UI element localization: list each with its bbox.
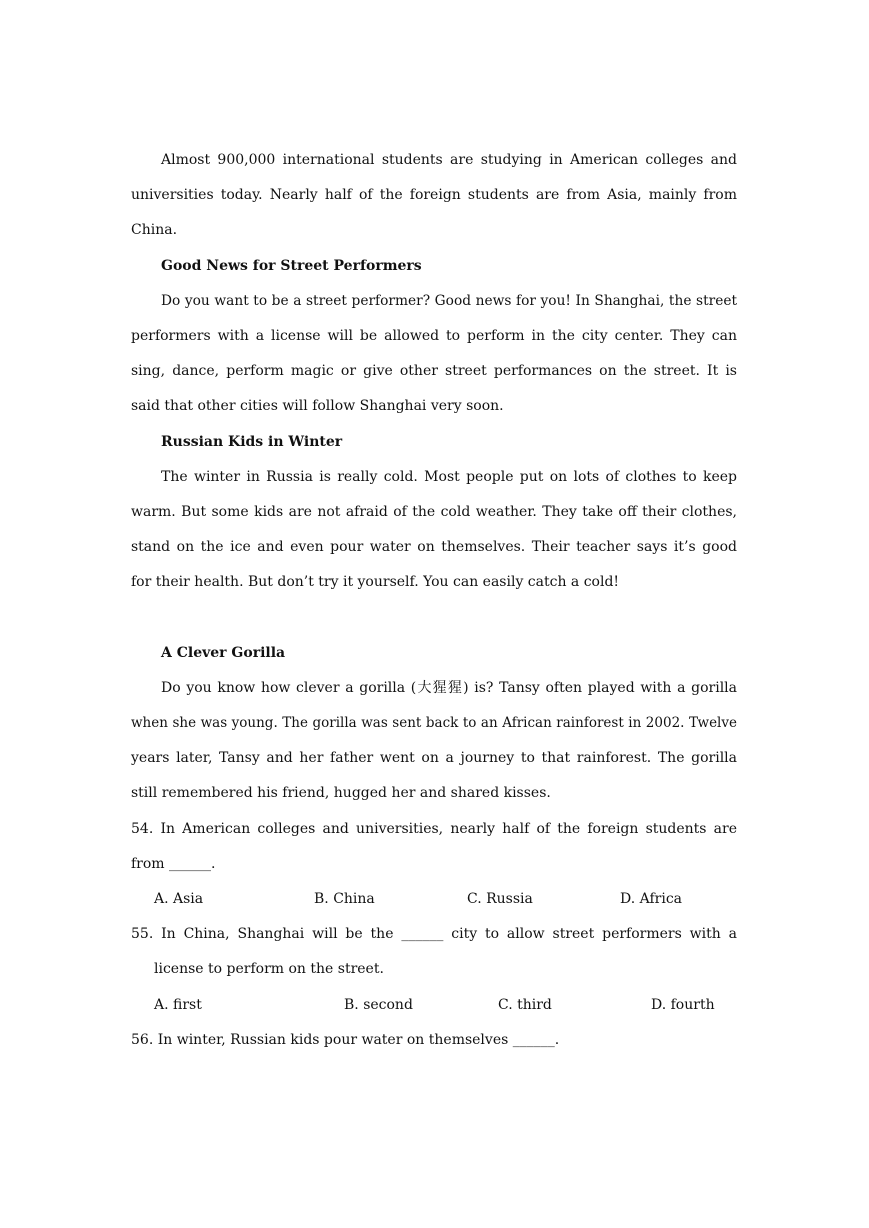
passage-line: stand on the ice and even pour water on themselves. Their teacher says it’s good: [131, 539, 737, 556]
passage-line: said that other cities will follow Shanghai very soon.: [131, 398, 504, 415]
question-54-option-c: C. Russia: [467, 890, 533, 907]
question-55-option-b: B. second: [344, 996, 413, 1013]
passage-intro-line: China.: [131, 222, 178, 239]
passage-intro-line: Almost 900,000 international students are studying in American colleges and: [161, 152, 737, 168]
passage-line: warm. But some kids are not afraid of the cold weather. They take off their clothes,: [131, 503, 737, 520]
section-heading-street-performers: Good News for Street Performers: [161, 257, 422, 274]
passage-line: for their health. But don’t try it yourself. You can easily catch a cold!: [131, 574, 620, 591]
section-heading-clever-gorilla: A Clever Gorilla: [161, 644, 286, 661]
question-54-stem: from ______.: [131, 855, 216, 872]
question-55-option-a: A. first: [154, 996, 202, 1013]
question-55-stem: 55. In China, Shanghai will be the ______ city to allow street performers with a: [131, 926, 737, 943]
passage-line: Do you want to be a street performer? Good news for you! In Shanghai, the street: [161, 292, 737, 309]
question-54-option-b: B. China: [314, 890, 375, 907]
question-54-option-d: D. Africa: [620, 890, 683, 907]
passage-intro-line: universities today. Nearly half of the foreign students are from Asia, mainly from: [131, 187, 737, 204]
question-55-option-c: C. third: [498, 996, 552, 1013]
section-heading-russian-kids: Russian Kids in Winter: [161, 433, 343, 450]
question-54-stem: 54. In American colleges and universities, nearly half of the foreign students are: [131, 820, 737, 837]
passage-line: Do you know how clever a gorilla (大猩猩) is? Tansy often played with a gorilla: [161, 679, 737, 696]
passage-line: The winter in Russia is really cold. Most people put on lots of clothes to keep: [161, 468, 737, 485]
question-55-options: [131, 988, 737, 1023]
section-spacer: [131, 600, 737, 635]
question-56-stem: 56. In winter, Russian kids pour water on themselves ______.: [131, 1031, 560, 1048]
document-page: [131, 143, 737, 1058]
passage-line: still remembered his friend, hugged her and shared kisses.: [131, 785, 551, 802]
passage-line: sing, dance, perform magic or give other street performances on the street. It is: [131, 363, 737, 380]
question-54-options: [131, 882, 737, 917]
question-55-option-d: D. fourth: [651, 996, 715, 1013]
passage-line: when she was young. The gorilla was sent back to an African rainforest in 2002. Twelve: [131, 715, 737, 731]
passage-line: performers with a license will be allowed to perform in the city center. They can: [131, 327, 737, 344]
question-54-option-a: A. Asia: [154, 890, 204, 907]
passage-line: years later, Tansy and her father went on a journey to that rainforest. The gorilla: [131, 750, 737, 767]
question-55-stem: license to perform on the street.: [154, 961, 384, 978]
